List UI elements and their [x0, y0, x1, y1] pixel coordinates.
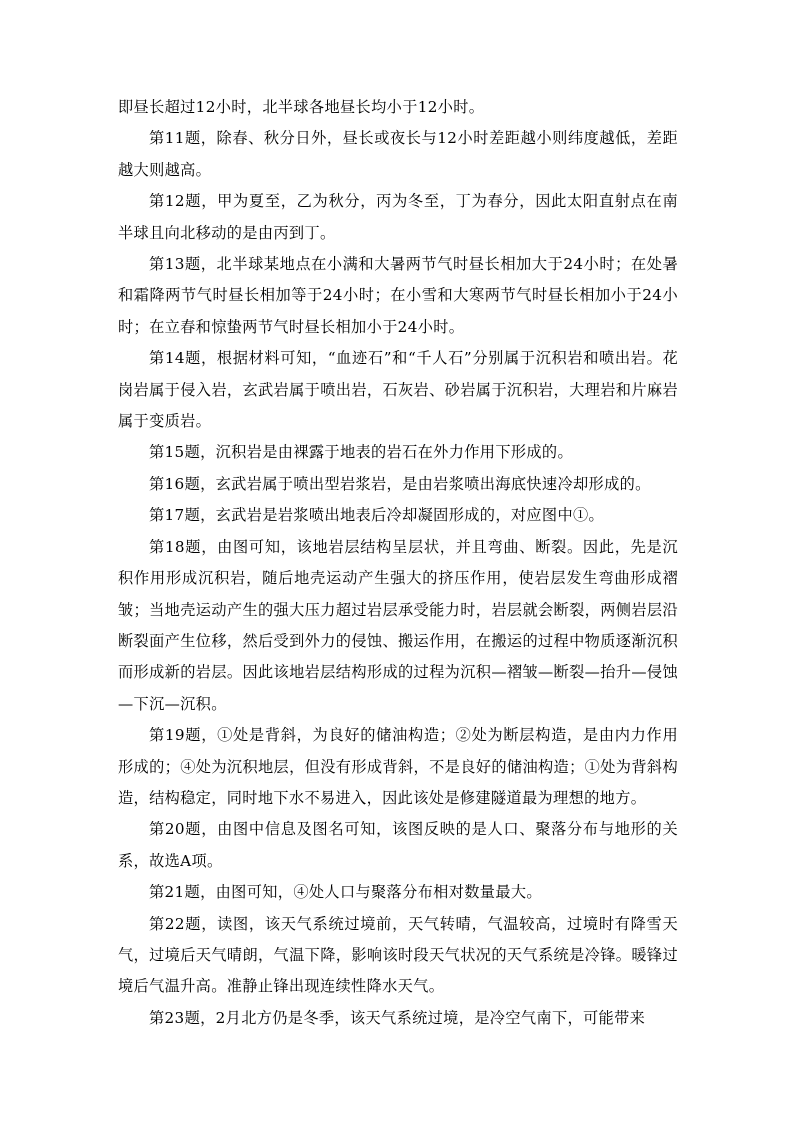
- document-body: [118, 92, 678, 1034]
- paragraph-q16: 第16题，玄武岩属于喷出型岩浆岩，是由岩浆喷出海底快速冷却形成的。: [149, 474, 651, 493]
- paragraph-q22: 第22题，读图，该天气系统过境前，天气转晴，气温较高，过境时有降雪天气，过境后天气晴朗，气温下降，影响该时段天气状况的天气系统是冷锋。暖锋过境后气温升高。准静止锋出现连续性降水天气。: [118, 914, 678, 996]
- paragraph-q19: 第19题，①处是背斜，为良好的储油构造；②处为断层构造，是由内力作用形成的；④处为沉积地层，但没有形成背斜，不是良好的储油构造；①处为背斜构造，结构稳定，同时地下水不易进入，因此该处是修建隧道最为理想的地方。: [118, 726, 678, 807]
- paragraph-q15: 第15题，沉积岩是由裸露于地表的岩石在外力作用下形成的。: [149, 443, 574, 462]
- paragraph-q14: 第14题，根据材料可知，“血迹石”和“千人石”分别属于沉积岩和喷出岩。花岗岩属于侵入岩，玄武岩属于喷出岩，石灰岩、砂岩属于沉积岩，大理岩和片麻岩属于变质岩。: [118, 349, 678, 431]
- paragraph-q18: 第18题，由图可知，该地岩层结构呈层状，并且弯曲、断裂。因此，先是沉积作用形成沉积岩，随后地壳运动产生强大的挤压作用，使岩层发生弯曲形成褶皱；当地壳运动产生的强大压力超过岩层承受能力时，岩层就会断裂，两侧岩层沿断裂面产生位移，然后受到外力的侵蚀、搬运作用，在搬运的过程中物质逐渐沉积而形成新的岩层。因此该地岩层结构形成的过程为沉积—褶皱—断裂—抬升—侵蚀—下沉—沉积。: [118, 537, 678, 713]
- paragraph-continuation: 即昼长超过12小时，北半球各地昼长均小于12小时。: [118, 98, 485, 116]
- paragraph-q23: 第23题，2月北方仍是冬季，该天气系统过境，是冷空气南下，可能带来: [149, 1008, 646, 1027]
- paragraph-q12: 第12题，甲为夏至，乙为秋分，丙为冬至，丁为春分，因此太阳直射点在南半球且向北移动的是由丙到丁。: [118, 192, 678, 242]
- paragraph-q13: 第13题，北半球某地点在小满和大暑两节气时昼长相加大于24小时；在处暑和霜降两节气时昼长相加等于24小时；在小雪和大寒两节气时昼长相加小于24小时；在立春和惊蛰两节气时昼长相加小于24小时。: [118, 255, 678, 336]
- paragraph-q20: 第20题，由图中信息及图名可知，该图反映的是人口、聚落分布与地形的关系，故选A项。: [118, 820, 678, 870]
- paragraph-q11: 第11题，除春、秋分日外，昼长或夜长与12小时差距越小则纬度越低，差距越大则越高。: [118, 129, 678, 179]
- paragraph-q17: 第17题，玄武岩是岩浆喷出地表后冷却凝固形成的，对应图中①。: [149, 506, 605, 525]
- paragraph-q21: 第21题，由图可知，④处人口与聚落分布相对数量最大。: [149, 883, 542, 902]
